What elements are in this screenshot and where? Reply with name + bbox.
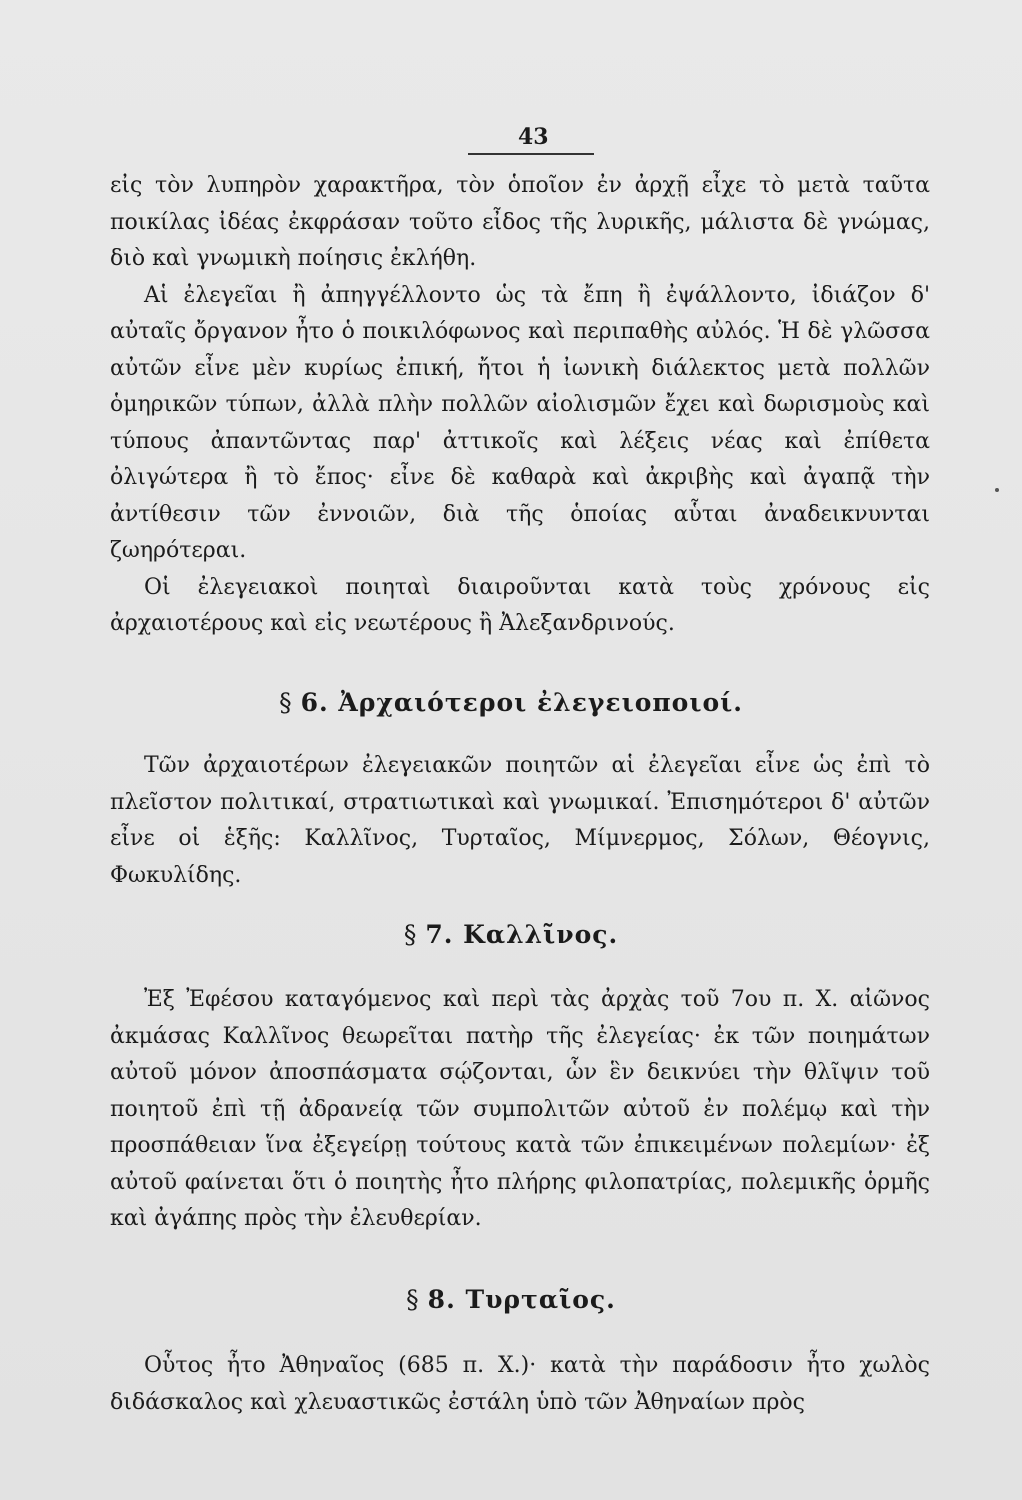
paragraph-elegiac-poets-division: Οἱ ἐλεγειακοὶ ποιηταὶ διαιροῦνται κατὰ τοὺς χρόνους εἰς ἀρχαιοτέρους καὶ εἰς νεωτέρους ἢ Ἀλεξανδρινούς. (110, 574, 930, 636)
ink-spot (995, 488, 999, 492)
paragraph-kallinos: Ἐξ Ἐφέσου καταγόμενος καὶ περὶ τὰς ἀρχὰς τοῦ 7ου π. Χ. αἰῶνος ἀκμάσας Καλλῖνος θεωρεῖται πατὴρ τῆς ἐλεγείας· ἐκ τῶν ποιημάτων αὐτοῦ μόνον ἀποσπάσματα σῴζονται, ὧν ἓν δεικνύει τὴν θλῖψιν τοῦ ποιητοῦ ἐπὶ τῇ ἀδρανείᾳ τῶν συμπολιτῶν αὐτοῦ ἐν πολέμῳ καὶ τὴν προσπάθειαν ἵνα ἐξεγείρῃ τούτους κατὰ τῶν ἐπικειμένων πολεμίων· ἐξ αὐτοῦ φαίνεται ὅτι ὁ ποιητὴς ἦτο πλήρης φιλοπατρίας, πολεμικῆς ὁρμῆς καὶ ἀγάπης πρὸς τὴν ἐλευθερίαν. (110, 987, 930, 1231)
intro-text-block (110, 168, 930, 643)
paragraph-elegy-performance: Αἱ ἐλεγεῖαι ἢ ἀπηγγέλλοντο ὡς τὰ ἔπη ἢ ἐψάλλοντο, ἰδιάζον δ' αὐταῖς ὄργανον ἦτο ὁ ποικιλόφωνος καὶ περιπαθὴς αὐλός. Ἡ δὲ γλῶσσα αὐτῶν εἶνε μὲν κυρίως ἐπική, ἤτοι ἡ ἰωνικὴ διάλεκτος μετὰ πολλῶν ὁμηρικῶν τύπων, ἀλλὰ πλὴν πολλῶν αἰολισμῶν ἔχει καὶ δωρισμοὺς καὶ τύπους ἀπαντῶντας παρ' ἀττικοῖς καὶ λέξεις νέας καὶ ἐπίθετα ὀλιγώτερα ἢ τὸ ἔπος· εἶνε δὲ καθαρὰ καὶ ἀκριβὴς καὶ ἀγαπᾷ τὴν ἀντίθεσιν τῶν ἐννοιῶν, διὰ τῆς ὁποίας αὗται ἀναδεικνυνται ζωηρότεραι. (110, 282, 930, 563)
section-symbol: § (279, 688, 293, 717)
section-heading-6 (0, 688, 1022, 717)
paragraph-lyric-character: εἰς τὸν λυπηρὸν χαρακτῆρα, τὸν ὁποῖον ἐν ἀρχῇ εἶχε τὸ μετὰ ταῦτα ποικίλας ἰδέας ἐκφράσαν τοῦτο εἶδος τῆς λυρικῆς, μάλιστα δὲ γνώμας, διὸ καὶ γνωμικὴ ποίησις ἐκλήθη. (110, 173, 930, 271)
section-7-text-block (110, 982, 930, 1238)
section-6-text-block (110, 748, 930, 894)
section-symbol: § (406, 1285, 420, 1314)
section-8-text-block (110, 1348, 930, 1421)
section-heading-6-title: 6. Ἀρχαιότεροι ἐλεγειοποιοί. (300, 688, 743, 717)
section-heading-8-title: 8. Τυρταῖος. (427, 1285, 616, 1314)
paragraph-tyrtaios: Οὗτος ἦτο Ἀθηναῖος (685 π. Χ.)· κατὰ τὴν παράδοσιν ἦτο χωλὸς διδάσκαλος καὶ χλευαστικῶς ἐστάλη ὑπὸ τῶν Ἀθηναίων πρὸς (110, 1353, 930, 1415)
paragraph-older-elegiac-poets: Τῶν ἀρχαιοτέρων ἐλεγειακῶν ποιητῶν αἱ ἐλεγεῖαι εἶνε ὡς ἐπὶ τὸ πλεῖστον πολιτικαί, στρατιωτικαὶ καὶ γνωμικαί. Ἐπισημότεροι δ' αὐτῶν εἶνε οἱ ἑξῆς: Καλλῖνος, Τυρταῖος, Μίμνερμος, Σόλων, Θέογνις, Φωκυλίδης. (110, 753, 930, 888)
section-symbol: § (403, 920, 418, 949)
section-heading-7 (0, 920, 1022, 949)
section-heading-7-title: 7. Καλλῖνος. (425, 920, 619, 949)
page-number: 43 (518, 124, 549, 150)
section-heading-8 (0, 1285, 1022, 1314)
page-number-rule (468, 153, 594, 155)
